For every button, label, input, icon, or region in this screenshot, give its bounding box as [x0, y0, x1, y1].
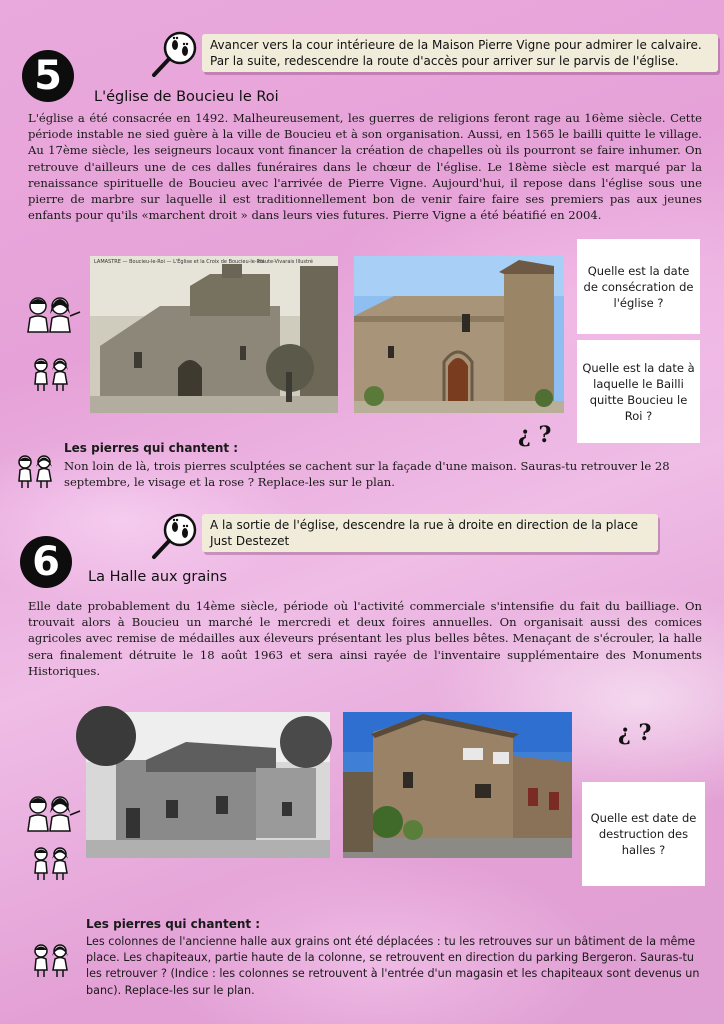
stones-text-5: Non loin de là, trois pierres sculptées se cachent sur la façade d'une maison. Sauras-tu retrouver le 28 septembre, le visage et la rose ? Replace-les sur le plan. — [64, 459, 670, 490]
children-characters-icon — [30, 356, 72, 392]
footprints-magnifier-icon-6 — [150, 512, 200, 562]
adults-characters-icon-6 — [24, 793, 82, 833]
halle-paragraph: Elle date probablement du 14ème siècle, période où l'activité commerciale s'intensifie du fait du bailliage. On trouvait alors à Boucieu un marché le mercredi et deux foires annuelles. On organisait aussi des comices agricoles avec remise de médailles aux éleveurs présentant les plus belles bêtes. Menaçant de s'écrouler, la halle sera finalement détruite le 18 août 1963 et sera ainsi rayée de l'inventaire supplémentaire des Monuments Historiques. — [28, 599, 702, 678]
question-box-destruction: Quelle est date de destruction des halles ? — [582, 782, 705, 886]
section-title-halle: La Halle aux grains — [88, 569, 228, 585]
question-mark-icon-5: ¿ ? — [518, 422, 552, 448]
children-singing-icon-6 — [30, 942, 72, 978]
postcard-caption-right: Haute-Vivarais Illustré — [258, 259, 313, 265]
postcard-caption: LAMASTRE — Boucieu-le-Roi — L'Église et la Croix de Boucieu-le-Roi — [94, 259, 265, 265]
stones-title-6: Les pierres qui chantent : — [86, 917, 261, 931]
question-mark-icon-6: ¿ ? — [618, 720, 652, 746]
eglise-old-postcard-photo — [90, 256, 338, 413]
instruction-banner-6 — [202, 514, 658, 552]
instruction-line-1: Avancer vers la cour intérieure de la Maison Pierre Vigne pour admirer le calvaire. — [210, 38, 702, 52]
instruction-banner-5 — [202, 34, 718, 72]
eglise-modern-photo — [354, 256, 564, 413]
instruction-line-1: A la sortie de l'église, descendre la rue à droite en direction de la place — [210, 518, 639, 532]
step-number-6: 6 — [20, 536, 72, 588]
question-box-consecration: Quelle est la date de consécration de l'église ? — [577, 239, 700, 334]
stones-text-6: Les colonnes de l'ancienne halle aux grains ont été déplacées : tu les retrouves sur un bâtiment de la même place. Les chapiteaux, partie haute de la colonne, se retrouvent en direction du parking Bergeron. Sauras-tu les retrouver ? (Indice : les colonnes se retrouvent à l'entrée d'un magasin et les chapiteaux sont devenus un banc). Replace-les sur le plan. — [86, 935, 700, 997]
instruction-line-2: Just Destezet — [210, 534, 290, 548]
step-number-5: 5 — [22, 50, 74, 102]
eglise-paragraph: L'église a été consacrée en 1492. Malheureusement, les guerres de religions feront rage au 16ème siècle. Cette période instable ne sied guère à la ville de Boucieu et à son organisation. Aussi, en 1565 le bailli quitte le village. Au 17ème siècle, les seigneurs locaux vont financer la création de chapelles où ils pourront se faire inhumer. On retrouve d'ailleurs une de ces dalles funéraires dans le chœur de l'église. Le 18ème siècle est marqué par la renaissance spirituelle de Boucieu avec l'arrivée de Pierre Vigne. Aujourd'hui, il repose dans l'église sous une pierre de marbre sur laquelle il est traditionnellement bon de venir faire faire ses premiers pas aux jeunes enfants pour qu'ils «marchent droit » dans leurs vies futures. Pierre Vigne a été béatifié en 2004. — [28, 111, 702, 223]
adults-characters-icon — [24, 294, 82, 334]
halle-modern-photo — [343, 712, 572, 858]
footprints-magnifier-icon — [150, 30, 200, 80]
children-singing-icon-5 — [14, 453, 56, 489]
question-box-bailli: Quelle est la date à laquelle le Bailli quitte Boucieu le Roi ? — [577, 340, 700, 443]
children-characters-icon-6 — [30, 845, 72, 881]
stones-title-5: Les pierres qui chantent : — [64, 441, 239, 455]
halle-old-photo — [86, 712, 330, 858]
section-title-eglise: L'église de Boucieu le Roi — [94, 89, 279, 105]
instruction-line-2: Par la suite, redescendre la route d'accès pour arriver sur le parvis de l'église. — [210, 54, 679, 68]
